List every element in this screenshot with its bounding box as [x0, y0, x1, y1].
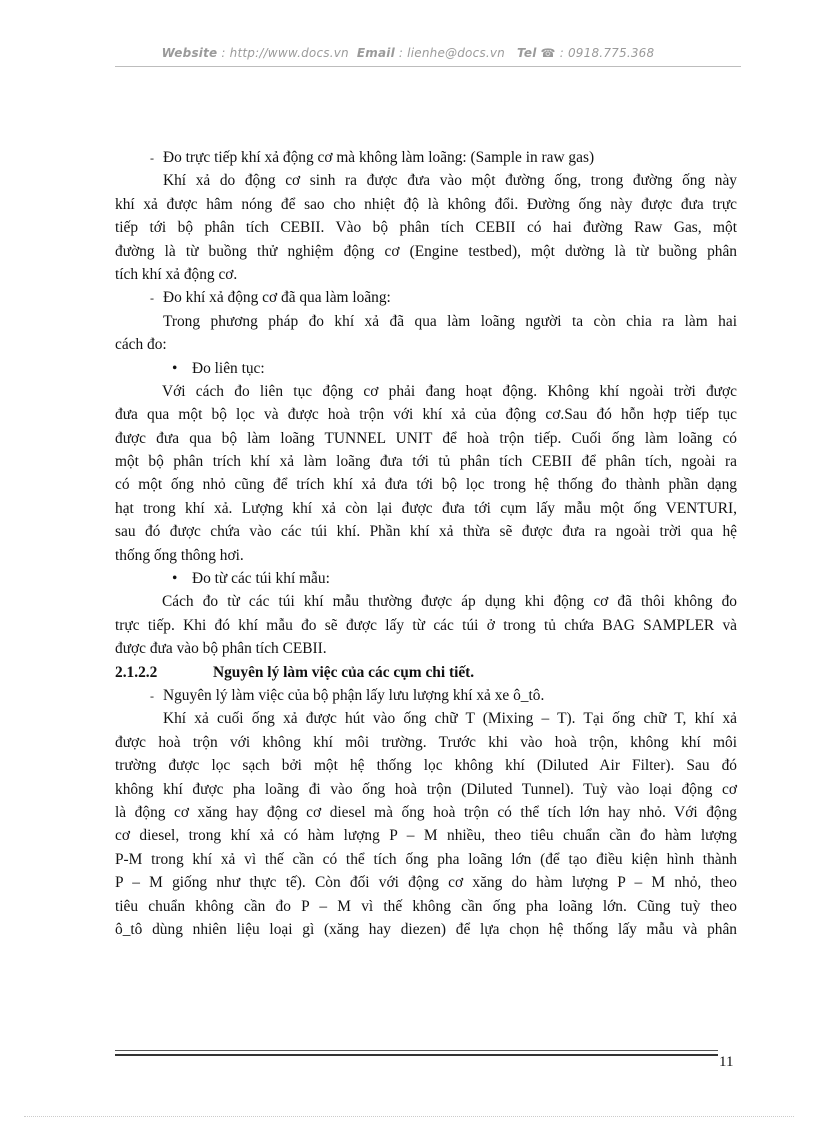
text-line	[115, 146, 737, 169]
website-label: Website	[161, 46, 218, 60]
dash-bullet: -	[150, 688, 154, 703]
text-line: đường là từ buồng thử nghiệm động cơ (Engine testbed), một dường là từ buồng phân	[115, 242, 737, 260]
text-line: tiêu chuẩn không cần đo P – M vì thế không cần ống pha loãng lớn. Cũng tuỳ theo	[115, 897, 737, 915]
text-line: một bộ phân trích khí xả làm loãng đưa tới tủ phân tích CEBII để phân tích, ngoài ra	[115, 453, 737, 471]
text-line	[115, 684, 737, 707]
text-line: Cách đo từ các túi khí mẫu thường được áp dụng khi động cơ đã thôi không đo	[162, 593, 737, 611]
text-line: thống ống thông hơi.	[115, 546, 244, 564]
text-line: cách đo:	[115, 336, 167, 354]
section-title: Nguyên lý làm việc của các cụm chi tiết.	[213, 663, 475, 681]
page-number: 11	[719, 1054, 734, 1070]
dot-bullet: •	[172, 359, 178, 377]
text-line: tiếp tới bộ phân tích CEBII. Vào bộ phân tích CEBII có hai đường Raw Gas, một	[115, 219, 737, 237]
page-bottom-border	[24, 1116, 794, 1117]
text-line: ô_tô dùng nhiên liệu loại gì (xăng hay diezen) để lựa chọn hệ thống lấy mẫu và phân	[115, 920, 737, 938]
text-line: có một ống nhỏ cũng để trích khí xả đưa tới bộ lọc trong hệ thống đo thành phần dạng	[115, 476, 737, 494]
text-line: Với cách đo liên tục động cơ phải đang hoạt động. Không khí ngoài trời được	[162, 382, 737, 400]
text-line: P-M trong khí xả vì thế cần có thể tích ống pha loãng lớn (để tạo điều kiện hình thành	[115, 850, 737, 868]
text-line: Khí xả cuối ống xả được hút vào ống chữ T (Mixing – T). Tại ống chữ T, khí xả	[163, 710, 737, 728]
document-body	[115, 146, 737, 941]
dash-bullet: -	[150, 291, 154, 306]
text-line: cơ diesel, trong khí xả có hàm lượng P – M nhiều, theo tiêu chuẩn cần đo hàm lượng	[115, 827, 737, 845]
text-line	[115, 567, 737, 590]
text-line: là động cơ xăng hay động cơ diesel mà ống hoà trộn có thể tích lớn hay nhỏ. Với động	[115, 803, 737, 821]
footer-rule	[115, 1050, 718, 1051]
text-line: sau đó được chứa vào các túi khí. Phần khí xả thừa sẽ được đưa ra ngoài trời qua hệ	[115, 523, 737, 541]
text-line: được đưa vào bộ phân tích CEBII.	[115, 640, 327, 658]
phone-icon: ☎	[540, 46, 556, 60]
text-line	[115, 286, 737, 309]
text-line: hạt trong khí xả. Lượng khí xả còn lại được đưa tới cụm lấy mẫu một ống VENTURI,	[115, 499, 737, 517]
text-line: tích khí xả động cơ.	[115, 265, 238, 283]
website-value: : http://www.docs.vn	[221, 46, 349, 60]
text-line: không khí được pha loãng đi vào ống hoà trộn (Diluted Tunnel). Tuỳ vào loại động cơ	[115, 780, 737, 798]
text-line: P – M giống như thực tế). Còn đối với động cơ xăng do hàm lượng P – M nhỏ, theo	[115, 874, 737, 892]
section-heading	[115, 661, 737, 684]
footer-rule-thick	[115, 1054, 718, 1056]
email-label: Email	[356, 46, 395, 60]
dot-bullet: •	[172, 570, 178, 588]
tel-value: : 0918.775.368	[559, 46, 655, 60]
text-span: Đo trực tiếp khí xả động cơ mà không làm loãng: (Sample in raw gas)	[163, 149, 595, 166]
text-line: khí xả được hâm nóng để sao cho nhiệt độ là không đổi. Đường ống này được đưa trực	[115, 195, 737, 213]
section-number: 2.1.2.2	[115, 663, 158, 681]
text-line: trực tiếp. Khi đó khí mẫu đo sẽ được lấy từ các túi ở trong tủ chứa BAG SAMPLER và	[115, 616, 737, 634]
text-line: Trong phương pháp đo khí xả đã qua làm loãng người ta còn chia ra làm hai	[163, 312, 737, 330]
text-line: Khí xả do động cơ sinh ra được đưa vào một đường ống, trong đường ống này	[163, 172, 737, 190]
text-line: được hoà trộn với không khí môi trường. Trước khi vào hoà trộn, không khí môi	[115, 733, 737, 751]
text-span: Nguyên lý làm việc của bộ phận lấy lưu lượng khí xả xe ô_tô.	[163, 686, 545, 704]
text-line: đưa qua một bộ lọc và được hoà trộn với khí xả của động cơ.Sau đó hỗn hợp tiếp tục	[115, 406, 737, 424]
text-line: trường được lọc sạch bởi một hệ thống lọc không khí (Diluted Air Filter). Sau đó	[115, 757, 737, 775]
text-span: Đo từ các túi khí mẫu:	[192, 570, 330, 588]
text-span: Đo khí xả động cơ đã qua làm loãng:	[163, 289, 391, 307]
page-header	[0, 46, 816, 60]
tel-label: Tel	[517, 46, 537, 60]
dash-bullet: -	[150, 151, 154, 165]
text-line: được đưa qua bộ làm loãng TUNNEL UNIT để hoà trộn tiếp. Cuối ống làm loãng có	[115, 429, 737, 447]
email-value: : lienhe@docs.vn	[398, 46, 505, 60]
text-span: Đo liên tục:	[192, 359, 265, 377]
text-line	[115, 357, 737, 380]
header-rule	[115, 66, 741, 67]
